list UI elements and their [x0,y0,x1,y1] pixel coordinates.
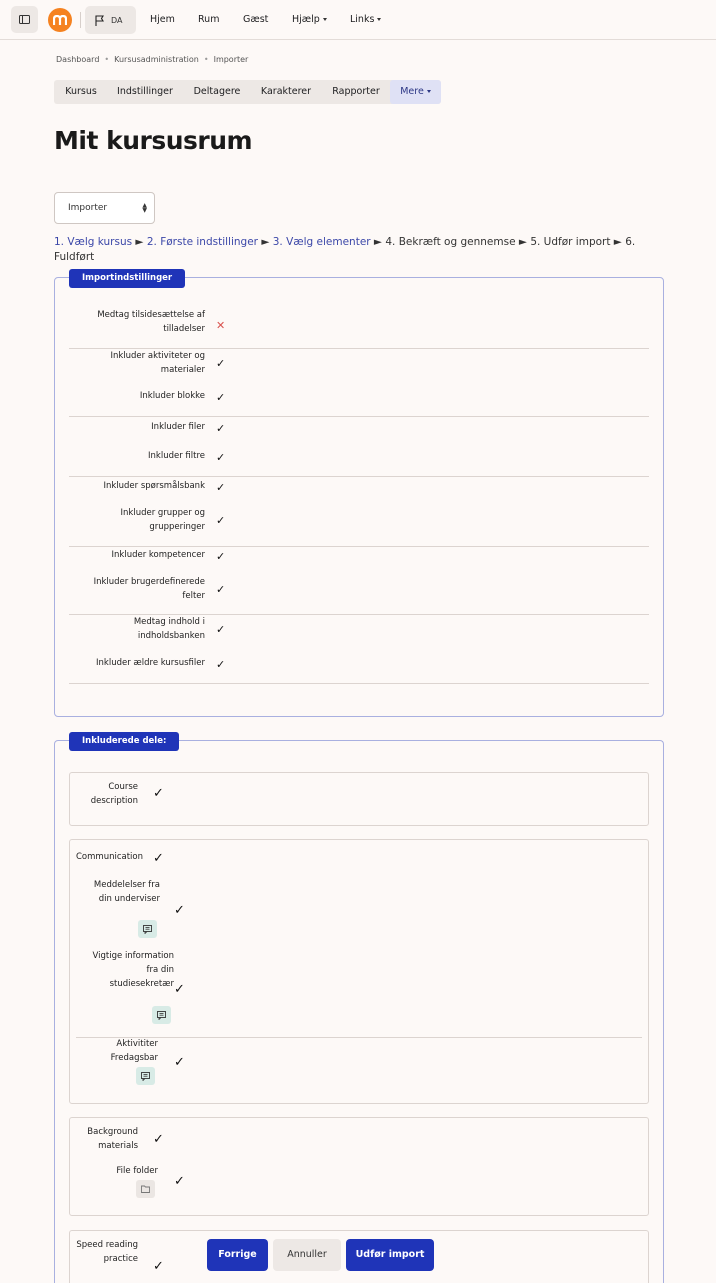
setting-label: Inkluder filer [151,422,205,432]
tab-grades[interactable]: Karakterer [260,86,312,97]
top-navbar [0,0,716,40]
tab-more-label: Mere [400,86,424,97]
page-title: Mit kursusrum [54,126,253,155]
step-complete: 6. Fuldført [54,236,636,263]
cancel-button[interactable]: Annuller [273,1239,341,1271]
check-icon[interactable]: ✓ [153,786,164,801]
setting-label: Inkluder filtre [148,451,205,461]
nav-link-help[interactable] [292,14,327,25]
breadcrumb-import: Importer [213,55,249,64]
divider [76,1037,642,1038]
cross-icon: ✕ [216,319,226,332]
check-icon: ✓ [216,357,226,370]
check-icon: ✓ [216,451,226,464]
flag-icon [95,15,105,26]
language-menu[interactable] [85,6,136,34]
nav-link-home[interactable]: Hjem [150,14,175,25]
check-icon: ✓ [216,550,226,563]
nav-links-label: Links [350,14,375,25]
step-separator: ► [370,236,386,248]
check-icon: ✓ [216,422,226,435]
check-icon[interactable]: ✓ [174,903,185,918]
setting-label: Inkluder blokke [139,391,205,401]
check-icon: ✓ [216,623,226,636]
step-select-items: 3. Vælg elementer [272,236,371,248]
breadcrumb-dashboard[interactable]: Dashboard [56,55,100,64]
tab-course[interactable]: Kursus [65,86,97,97]
step-separator: ► [515,236,531,248]
section-label: Background materials [87,1127,138,1151]
section-label: Course description [90,782,138,806]
navbar-divider [80,12,81,28]
activity-label: Meddelelser fra din underviser [93,880,160,904]
backup-action-select[interactable] [54,192,155,224]
step-separator: ► [257,236,273,248]
activity-label: Vigtige information fra din studiesekretær [92,951,174,989]
tab-settings[interactable]: Indstillinger [117,86,173,97]
breadcrumb-course-admin[interactable]: Kursusadministration [114,55,199,64]
chevron-down-icon [427,90,431,93]
drawer-toggle-button[interactable] [11,6,38,33]
select-value: Importer [68,203,108,213]
step-separator: ► [132,236,147,248]
moodle-m-icon [53,15,67,25]
activity-label: File folder [116,1166,158,1176]
check-icon: ✓ [216,481,226,494]
activity-label: Aktivititer Fredagsbar [110,1039,158,1063]
forum-icon [152,1006,171,1024]
section-label: Communication [76,852,143,862]
check-icon: ✓ [216,391,226,404]
setting-label: Inkluder ældre kursusfiler [96,658,205,668]
select-arrows-icon: ▲ ▼ [142,202,147,214]
import-progress-steps [54,235,654,265]
nav-link-guest[interactable]: Gæst [243,14,269,25]
included-items-fieldset [54,736,664,1283]
setting-label: Inkluder brugerdefinerede felter [93,577,205,601]
tab-reports[interactable]: Rapporter [332,86,380,97]
step-confirm: 4. Bekræft og gennemse [385,236,516,248]
perform-import-button[interactable]: Udfør import [346,1239,434,1271]
setting-label: Inkluder kompetencer [111,550,205,560]
divider [69,476,649,477]
forum-icon [138,920,157,938]
section-box [69,1117,649,1216]
moodle-logo[interactable] [48,8,72,32]
setting-label: Medtag tilsidesættelse af tilladelser [97,310,205,334]
setting-label: Inkluder spørsmålsbank [103,481,205,491]
tab-more[interactable] [390,80,441,104]
folder-icon [136,1180,155,1198]
chevron-down-icon [323,18,327,21]
check-icon: ✓ [216,583,226,596]
included-items-legend: Inkluderede dele: [69,732,179,751]
section-box [69,772,649,826]
sidebar-icon [19,15,30,24]
previous-button[interactable]: Forrige [207,1239,268,1271]
chevron-down-icon [377,18,381,21]
section-box [69,839,649,1104]
check-icon[interactable]: ✓ [174,1174,185,1189]
check-icon[interactable]: ✓ [153,1132,164,1147]
section-label: Speed reading practice [76,1240,138,1264]
import-settings-legend: Importindstillinger [69,269,185,288]
course-secondary-nav [54,80,441,104]
divider [69,683,649,684]
check-icon[interactable]: ✓ [153,1259,164,1274]
setting-label: Inkluder aktiviteter og materialer [110,351,205,375]
check-icon[interactable]: ✓ [174,982,185,997]
nav-help-label: Hjælp [292,14,320,25]
setting-label: Medtag indhold i indholdsbanken [133,617,205,641]
step-separator: ► [610,236,626,248]
divider [69,546,649,547]
divider [69,416,649,417]
check-icon: ✓ [216,514,226,527]
tab-participants[interactable]: Deltagere [193,86,241,97]
check-icon[interactable]: ✓ [174,1055,185,1070]
step-perform-import: 5. Udfør import [530,236,611,248]
setting-label: Inkluder grupper og grupperinger [120,508,205,532]
breadcrumb-separator: • [104,55,110,64]
step-select-course: 1. Vælg kursus [54,236,133,248]
breadcrumb-separator: • [203,55,209,64]
import-settings-fieldset [54,273,664,717]
forum-icon [136,1067,155,1085]
nav-link-links[interactable] [350,14,381,25]
check-icon[interactable]: ✓ [153,851,164,866]
breadcrumb [56,55,248,64]
nav-link-rooms[interactable]: Rum [198,14,220,25]
language-code: DA [111,15,123,25]
check-icon: ✓ [216,658,226,671]
step-initial-settings: 2. Første indstillinger [146,236,258,248]
